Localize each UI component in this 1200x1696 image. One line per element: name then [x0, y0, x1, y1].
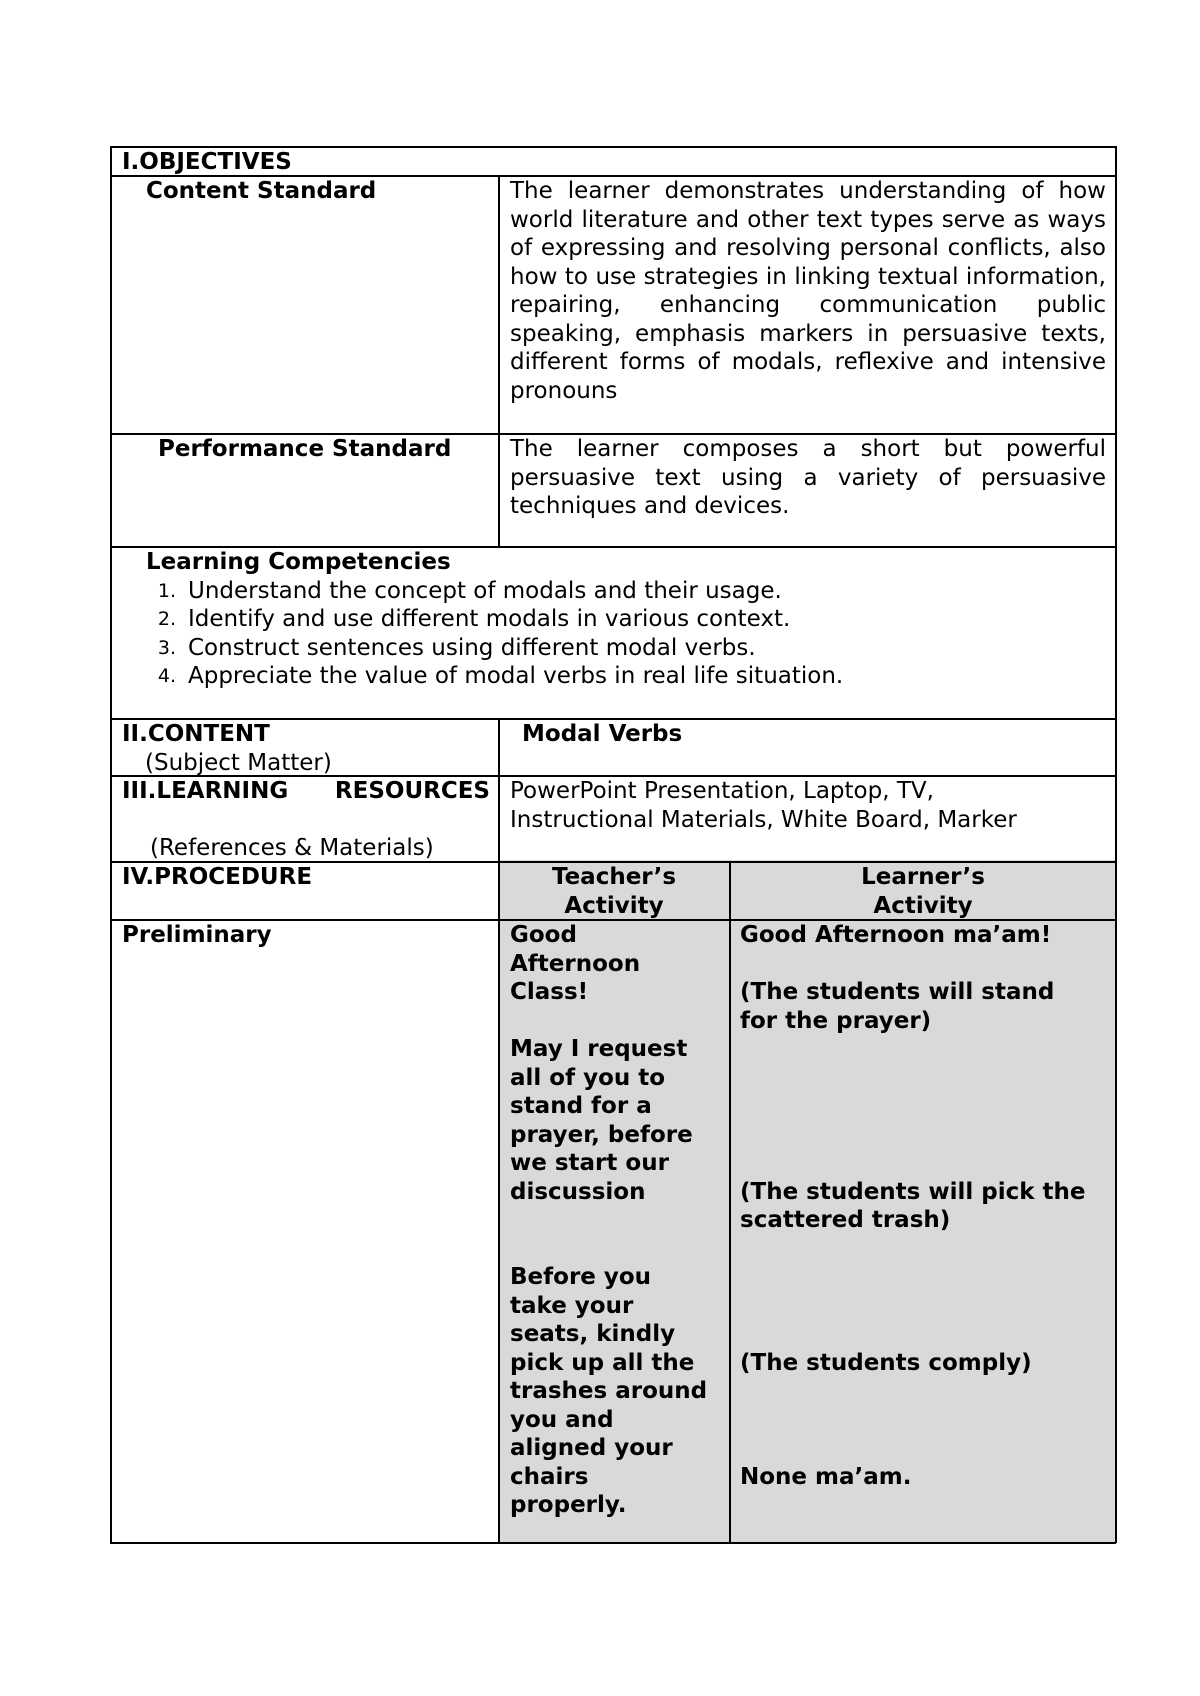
learner-greeting: Good Afternoon ma’am! [740, 922, 1052, 948]
border-line [1115, 146, 1117, 1543]
competency-item: 3. Construct sentences using different modal verbs. [157, 634, 756, 661]
content-heading: II.CONTENT [122, 721, 270, 747]
border-line [498, 718, 500, 1543]
teacher-prayer: May I request all of you to stand for a prayer, before we start our discussion [510, 1036, 693, 1205]
competency-item: 1. Understand the concept of modals and their usage. [157, 577, 782, 604]
competency-list [146, 577, 1106, 691]
learner-trash: (The students will pick the scattered trash) [740, 1178, 1086, 1233]
border-line [729, 861, 731, 1543]
performance-standard-text: The learner composes a short but powerful persuasive text using a variety of persuasive techniques and devices. [510, 436, 1106, 519]
teacher-activity [510, 921, 722, 1520]
content-heading-cell [122, 720, 332, 777]
competency-item: 2. Identify and use different modals in various context. [157, 606, 791, 632]
preliminary-label: Preliminary [122, 922, 272, 948]
resources-heading: III.LEARNING RESOURCES [122, 778, 490, 804]
learning-competencies [146, 548, 1106, 691]
resources-sub: (References & Materials) [150, 835, 434, 861]
content-value: Modal Verbs [522, 721, 683, 747]
learner-prayer: (The students will stand for the prayer) [740, 979, 1055, 1034]
content-standard-text: The learner demonstrates understanding of how world literature and other text types serve as ways of expressing and resolving personal conflicts, also how to use strategies in linking textual information, repairing, enhancing communication public speaking, emphasis markers in persuasive texts, different forms of modals, reflexive and intensive pronouns [510, 178, 1106, 404]
teacher-greeting: Good Afternoon Class! [510, 922, 641, 1005]
border-line [110, 1542, 1116, 1544]
objectives-heading: I.OBJECTIVES [122, 149, 292, 175]
learner-activity-header: Learner’s Activity [861, 864, 985, 919]
learner-none: None ma’am. [740, 1463, 912, 1490]
resources-value: PowerPoint Presentation, Laptop, TV, Instructional Materials, White Board, Marker [510, 778, 1017, 833]
border-line [498, 175, 500, 547]
content-sub: (Subject Matter) [145, 749, 332, 776]
content-standard-label: Content Standard [146, 178, 377, 204]
resources-heading-cell [122, 777, 490, 863]
learning-competencies-label: Learning Competencies [146, 549, 451, 575]
teacher-trash: Before you take your seats, kindly pick up all the trashes around you and aligned your chairs properly. [510, 1264, 708, 1518]
learner-activity [740, 921, 1110, 1491]
procedure-heading: IV.PROCEDURE [122, 864, 313, 890]
lesson-plan-table [110, 146, 1116, 1543]
border-line [110, 146, 112, 1543]
performance-standard-label: Performance Standard [158, 436, 452, 462]
teacher-activity-header: Teacher’s Activity [551, 864, 677, 919]
competency-item: 4. Appreciate the value of modal verbs in real life situation. [157, 663, 844, 689]
learner-comply: (The students comply) [740, 1349, 1032, 1376]
